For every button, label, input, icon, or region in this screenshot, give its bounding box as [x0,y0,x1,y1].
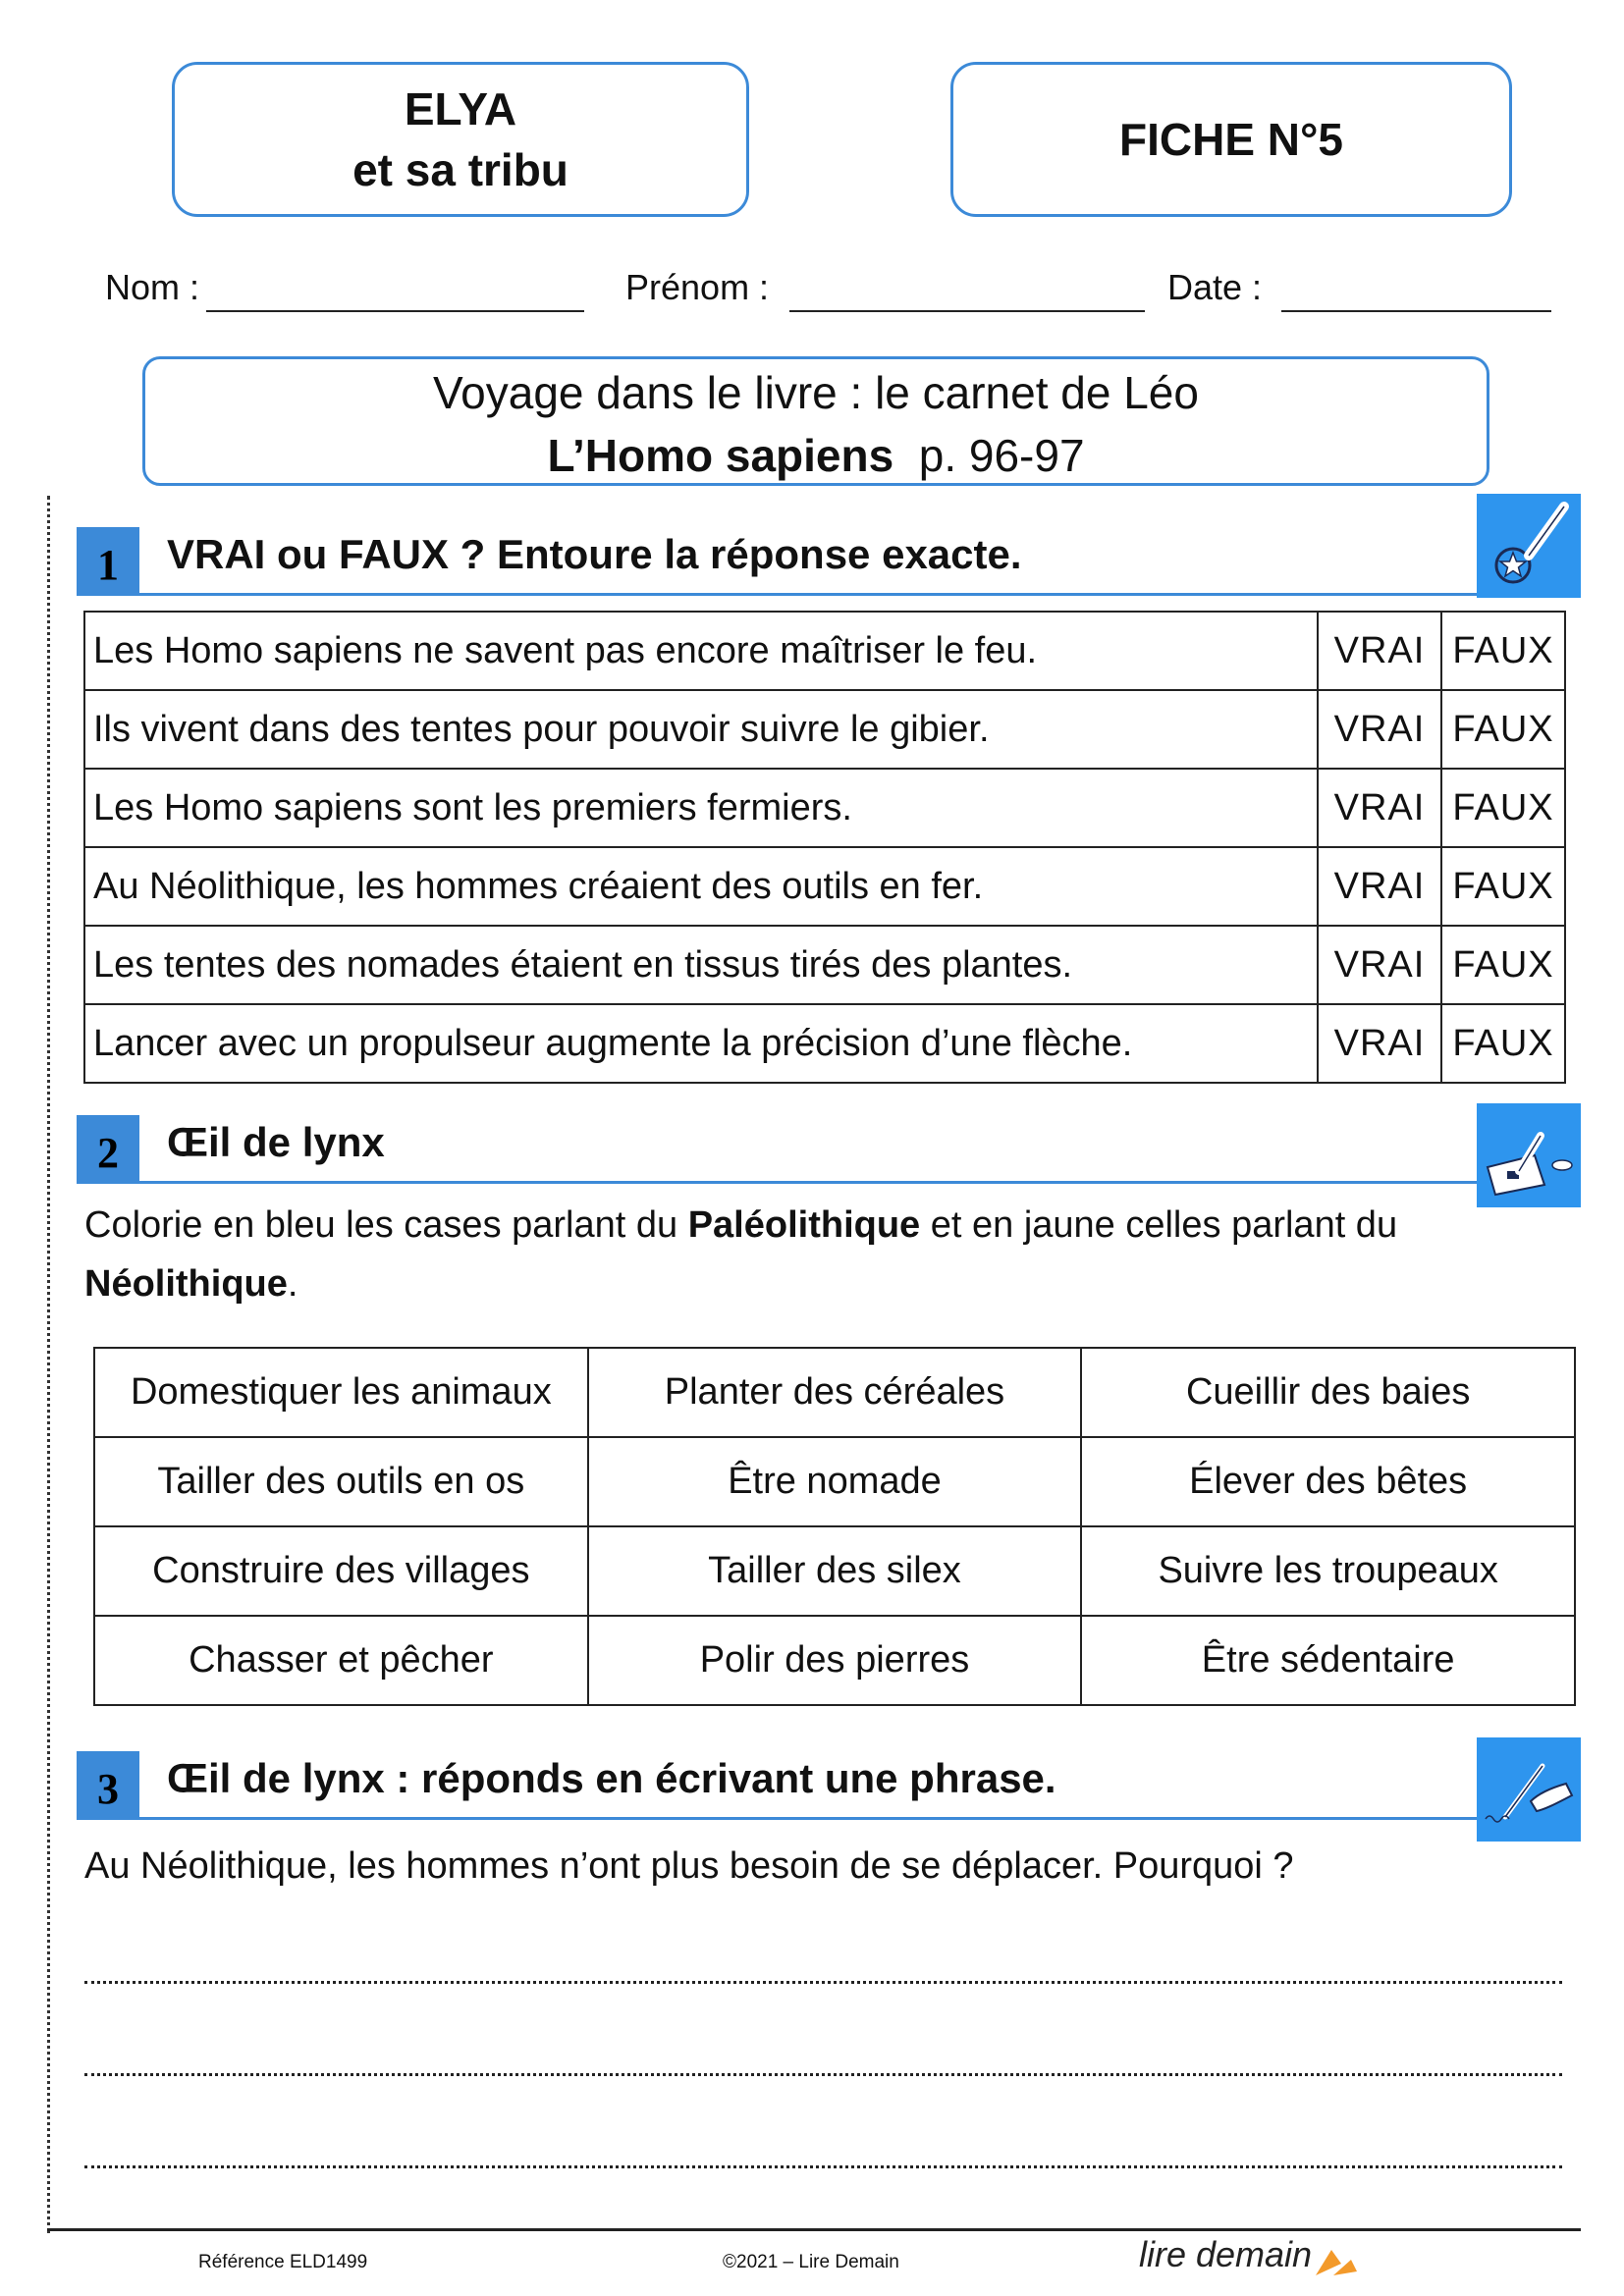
false-option[interactable]: FAUX [1441,1004,1565,1083]
true-option[interactable]: VRAI [1318,926,1441,1004]
section1-number: 1 [77,527,139,596]
grid-cell[interactable]: Tailler des silex [588,1526,1082,1616]
statement-cell: Ils vivent dans des tentes pour pouvoir suivre le gibier. [84,690,1318,769]
section3-rule [139,1817,1538,1820]
table-row [84,926,1565,1004]
grid-cell[interactable]: Élever des bêtes [1081,1437,1575,1526]
date-field[interactable] [1281,310,1551,312]
section3-question: Au Néolithique, les hommes n’ont plus besoin de se déplacer. Pourquoi ? [84,1845,1294,1887]
answer-line-1[interactable] [84,1981,1562,1984]
table-row [94,1348,1575,1437]
false-option[interactable]: FAUX [1441,847,1565,926]
grid-cell[interactable]: Planter des céréales [588,1348,1082,1437]
grid-cell[interactable]: Être sédentaire [1081,1616,1575,1705]
table-row [84,612,1565,690]
section2-instruction [84,1196,1459,1313]
statement-cell: Les Homo sapiens sont les premiers fermiers. [84,769,1318,847]
instruction-neolithic: Néolithique [84,1263,288,1305]
instruction-text: Colorie en bleu les cases parlant du [84,1204,688,1246]
grid-cell[interactable]: Suivre les troupeaux [1081,1526,1575,1616]
statement-cell: Au Néolithique, les hommes créaient des outils en fer. [84,847,1318,926]
grid-cell[interactable]: Cueillir des baies [1081,1348,1575,1437]
statement-cell: Lancer avec un propulseur augmente la précision d’une flèche. [84,1004,1318,1083]
sheet-number: FICHE N°5 [1119,114,1343,165]
table-row [84,847,1565,926]
brand-name: lire demain [1139,2234,1313,2274]
footer-rule [47,2228,1581,2231]
table-row [84,690,1565,769]
coloring-pencil-icon [1477,1103,1581,1207]
name-field[interactable] [206,310,584,312]
section1-header [77,527,1538,596]
false-option[interactable]: FAUX [1441,612,1565,690]
grid-cell[interactable]: Tailler des outils en os [94,1437,588,1526]
writing-hand-icon [1477,1737,1581,1842]
true-option[interactable]: VRAI [1318,769,1441,847]
grid-cell[interactable]: Chasser et pêcher [94,1616,588,1705]
book-title-box [172,62,749,217]
statement-cell: Les tentes des nomades étaient en tissus tirés des plantes. [84,926,1318,1004]
grid-cell[interactable]: Être nomade [588,1437,1082,1526]
section2-number: 2 [77,1115,139,1184]
grid-cell[interactable]: Construire des villages [94,1526,588,1616]
subject-line1: Voyage dans le livre : le carnet de Léo [433,367,1199,418]
brand-leaf-icon [1312,2242,1359,2286]
statement-cell: Les Homo sapiens ne savent pas encore maîtriser le feu. [84,612,1318,690]
section2-header [77,1115,1538,1184]
section1-title: VRAI ou FAUX ? Entoure la réponse exacte. [167,531,1022,577]
section3-number: 3 [77,1751,139,1820]
margin-dotted-line [47,496,50,2233]
section2-rule [139,1181,1538,1184]
true-false-table [83,611,1566,1084]
false-option[interactable]: FAUX [1441,769,1565,847]
identity-row [105,267,1558,316]
book-title-line2: et sa tribu [352,144,568,195]
table-row [94,1526,1575,1616]
instruction-text: et en jaune celles parlant du [920,1204,1398,1246]
table-row [94,1437,1575,1526]
firstname-field[interactable] [789,310,1145,312]
false-option[interactable]: FAUX [1441,926,1565,1004]
section3-header [77,1751,1538,1820]
coloring-grid [93,1347,1576,1706]
answer-line-2[interactable] [84,2073,1562,2076]
true-option[interactable]: VRAI [1318,1004,1441,1083]
instruction-paleolithic: Paléolithique [687,1204,921,1246]
true-option[interactable]: VRAI [1318,612,1441,690]
table-row [94,1616,1575,1705]
answer-line-3[interactable] [84,2165,1562,2168]
date-label: Date : [1167,267,1263,307]
pencil-star-icon [1477,494,1581,598]
firstname-label: Prénom : [625,267,770,307]
grid-cell[interactable]: Polir des pierres [588,1616,1082,1705]
section2-title: Œil de lynx [167,1119,385,1165]
name-label: Nom : [105,267,200,307]
footer-copyright: ©2021 – Lire Demain [723,2252,899,2272]
subject-box [142,356,1489,486]
subject-line2 [145,424,1487,487]
table-row [84,1004,1565,1083]
true-option[interactable]: VRAI [1318,690,1441,769]
subject-pages: p. 96-97 [918,430,1085,481]
section1-rule [139,593,1538,596]
grid-cell[interactable]: Domestiquer les animaux [94,1348,588,1437]
footer-reference: Référence ELD1499 [198,2252,368,2272]
table-row [84,769,1565,847]
section3-title: Œil de lynx : réponds en écrivant une phrase. [167,1755,1056,1801]
instruction-text: . [287,1263,298,1305]
subject-title: L’Homo sapiens [547,430,894,481]
false-option[interactable]: FAUX [1441,690,1565,769]
true-option[interactable]: VRAI [1318,847,1441,926]
sheet-number-box [950,62,1512,217]
book-title-line1: ELYA [404,83,517,134]
